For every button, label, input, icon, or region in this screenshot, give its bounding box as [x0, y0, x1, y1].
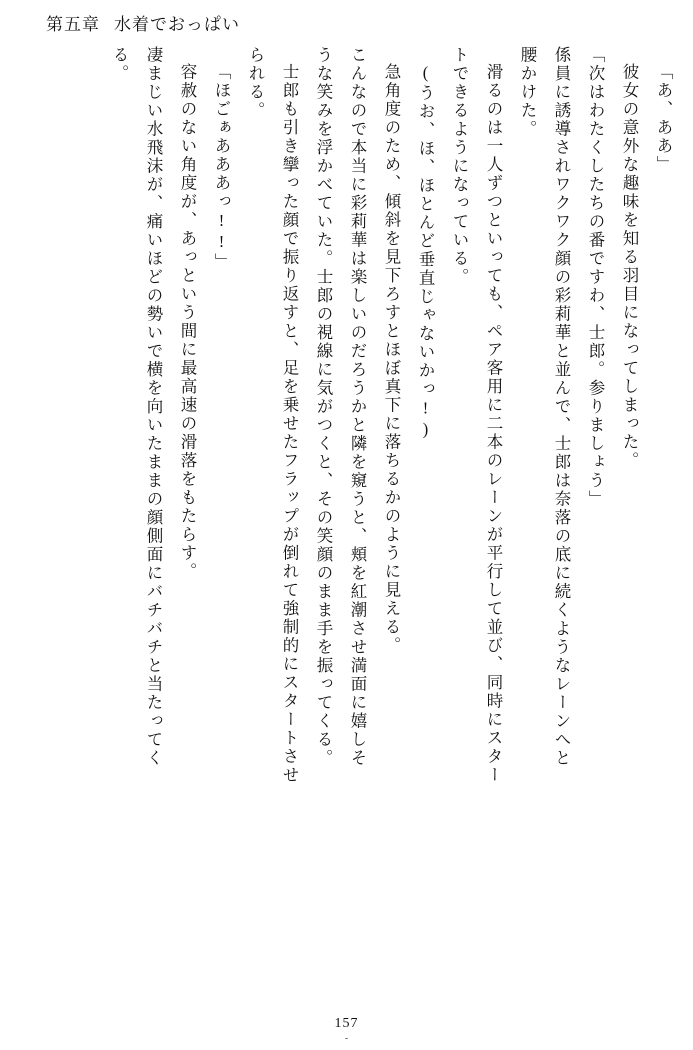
text-column: 「あ、ああ」 [654, 63, 673, 174]
text-column: 「次はわたくしたちの番ですわ、士郎。参りましょう」 [586, 46, 605, 509]
text-column: 士郎も引き攣った顔で振り返すと、足を乗せたフラップが倒れて強制的にスタートさせ [280, 63, 299, 785]
text-column: 「ほごぁあああっ!!」 [212, 63, 231, 272]
footer-mark: - [344, 1033, 349, 1044]
text-column: 容赦のない角度が、あっという間に最高速の滑落をもたらす。 [178, 63, 197, 581]
chapter-number: 第五章 [46, 15, 100, 34]
chapter-header [46, 10, 240, 35]
text-column: られる。 [246, 46, 265, 120]
page-number: 157 [334, 1016, 359, 1031]
body-text [28, 46, 671, 992]
text-column: 腰かけた。 [518, 46, 537, 139]
text-column: 彼女の意外な趣味を知る羽目になってしまった。 [620, 63, 639, 470]
text-column: 係員に誘導されワクワク顔の彩莉華と並んで、士郎は奈落の底に続くようなレーンへと [552, 46, 571, 768]
text-column: 急角度のため、傾斜を見下ろすとほぼ真下に落ちるかのように見える。 [382, 63, 401, 655]
text-column: こんなので本当に彩莉華は楽しいのだろうかと隣を窺うと、頬を紅潮させ満面に嬉しそ [348, 46, 367, 768]
text-column: (うお、ほ、ほとんど垂直じゃないかっ!) [416, 63, 435, 441]
text-column: 滑るのは一人ずつといっても、ペア客用に二本のレーンが平行して並び、同時にスター [484, 63, 503, 785]
text-column: 凄まじい水飛沫が、痛いほどの勢いで横を向いたままの顔側面にバチバチと当たってく [144, 46, 163, 768]
text-column: る。 [110, 46, 129, 83]
chapter-title: 水着でおっぱい [114, 15, 240, 34]
text-column: トできるようになっている。 [450, 46, 469, 287]
text-column: うな笑みを浮かべていた。士郎の視線に気がつくと、その笑顔のまま手を振ってくる。 [314, 46, 333, 768]
